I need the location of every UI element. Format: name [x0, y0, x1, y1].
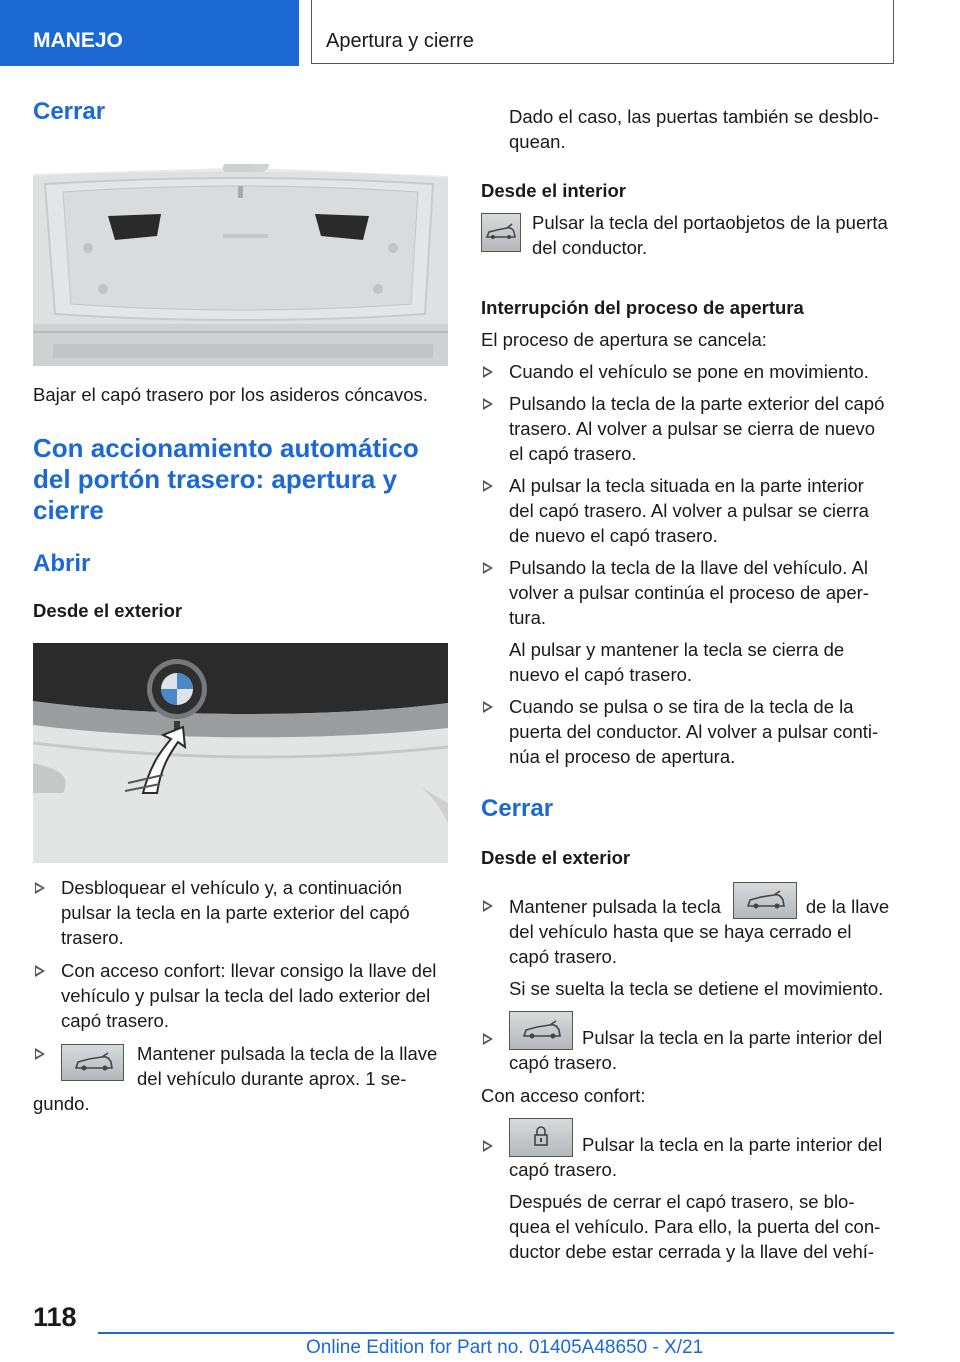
bullet-icon [483, 480, 493, 492]
exterior-heading: Desde el exterior [33, 600, 183, 621]
list-item [481, 882, 896, 1001]
bullet-icon [35, 965, 45, 977]
cerrar-heading: Cerrar [33, 98, 106, 125]
bullet-icon [483, 1033, 493, 1045]
car-trunk-icon [481, 213, 521, 252]
auto-heading-line: del portón trasero: apertura y [33, 464, 398, 494]
bullet-line: Después de cerrar el capó trasero, se blo- [509, 1191, 855, 1212]
bullet-line: trasero. [61, 927, 124, 948]
list-item [481, 555, 896, 687]
page-number: 118 [33, 1302, 77, 1332]
bullet-line: del capó trasero. Al volver a pulsar se cierra [509, 500, 869, 521]
car-trunk-icon [509, 1011, 573, 1050]
cerrar-caption: Bajar el capó trasero por los asideros cóncavos. [33, 384, 428, 405]
bullet-line: Al pulsar la tecla situada en la parte interior [509, 475, 864, 496]
list-item [481, 694, 896, 769]
bullet-line: Pulsando la tecla de la parte exterior del capó [509, 393, 885, 414]
bullet-line: vehículo y pulsar la tecla del lado exterior del [61, 985, 431, 1006]
bullet-icon [483, 900, 493, 912]
exterior-heading-2: Desde el exterior [481, 847, 631, 868]
bullet-line: ductor debe estar cerrada y la llave del vehí- [509, 1241, 875, 1262]
list-item [481, 1011, 896, 1075]
bullet-line: del vehículo hasta que se haya cerrado el [509, 921, 852, 942]
close-bullets [481, 882, 896, 1075]
bullet-line: Desbloquear el vehículo y, a continuación [61, 877, 403, 898]
text-line: quean. [509, 131, 566, 152]
interior-heading: Desde el interior [481, 180, 626, 201]
left-column [33, 98, 448, 1116]
section-label: MANEJO [33, 29, 123, 52]
bullet-line: Mantener pulsada la tecla [509, 896, 721, 917]
bullet-line: de la llave [805, 896, 890, 917]
bullet-line: Pulsar la tecla en la parte interior del [582, 1027, 883, 1048]
bullet-line: de nuevo el capó trasero. [509, 525, 718, 546]
bullet-line: puerta del conductor. Al volver a pulsar conti- [509, 721, 879, 742]
open-bullets [33, 875, 448, 1116]
bullet-line: Si se suelta la tecla se detiene el movimiento. [509, 978, 884, 999]
chapter-label: Apertura y cierre [326, 30, 474, 52]
bullet-line: trasero. Al volver a pulsar se cierra de nuevo [509, 418, 876, 439]
bullet-icon [35, 1048, 45, 1060]
bullet-icon [483, 562, 493, 574]
section-tab [0, 0, 299, 66]
bullet-icon [483, 1140, 493, 1152]
bullet-line: capó trasero. [61, 1010, 169, 1031]
bullet-line: volver a pulsar continúa el proceso de aper- [509, 582, 869, 603]
bullet-line: capó trasero. [509, 1159, 617, 1180]
bullet-icon [483, 366, 493, 378]
bullet-line: tura. [509, 607, 547, 628]
list-item [33, 875, 448, 950]
text-line: Dado el caso, las puertas también se desblo- [509, 106, 880, 127]
edition-footer: Online Edition for Part no. 01405A48650 - X/21 [306, 1337, 704, 1358]
list-item [481, 1118, 896, 1264]
bullet-line: capó trasero. [509, 946, 617, 967]
trunk-interior-image [33, 164, 448, 366]
bullet-line: Pulsar la tecla en la parte interior del [582, 1134, 883, 1155]
abrir-heading: Abrir [33, 550, 91, 577]
auto-heading-line: Con accionamiento automático [33, 433, 419, 463]
list-item [33, 1041, 448, 1116]
bullet-line: gundo. [33, 1093, 90, 1114]
right-column [481, 104, 896, 1264]
interrupt-heading: Interrupción del proceso de apertura [481, 297, 804, 318]
bullet-line: pulsar la tecla en la parte exterior del capó [61, 902, 410, 923]
cerrar-heading-2: Cerrar [481, 795, 554, 822]
bullet-line: Cuando se pulsa o se tira de la tecla de la [509, 696, 854, 717]
list-item [481, 391, 896, 466]
list-item [481, 473, 896, 548]
bullet-line: Pulsando la tecla de la llave del vehículo. Al [509, 557, 868, 578]
interrupt-intro: El proceso de apertura se cancela: [481, 329, 767, 350]
lock-icon [509, 1118, 573, 1157]
interior-row [481, 210, 896, 260]
bullet-icon [483, 701, 493, 713]
bullet-line: capó trasero. [509, 1052, 617, 1073]
chapter-tab [311, 0, 894, 64]
confort-label: Con acceso confort: [481, 1085, 646, 1106]
auto-heading-line: cierre [33, 495, 104, 525]
bullet-line: núa el proceso de apertura. [509, 746, 736, 767]
bullet-line: del vehículo durante aprox. 1 se- [137, 1068, 407, 1089]
tailgate-button-illustration [33, 643, 448, 863]
intro-text [481, 104, 896, 154]
list-item [33, 958, 448, 1033]
bullet-line: Con acceso confort: llevar consigo la llave del [61, 960, 437, 981]
interrupt-bullets [481, 359, 896, 769]
tailgate-image [33, 643, 448, 863]
bullet-line: nuevo el capó trasero. [509, 664, 693, 685]
auto-heading [33, 433, 448, 526]
trunk-interior-illustration [33, 164, 448, 366]
text-line: del conductor. [532, 237, 648, 258]
bullet-line: Cuando el vehículo se pone en movimiento. [509, 361, 869, 382]
car-trunk-icon [61, 1044, 124, 1081]
bullet-line: el capó trasero. [509, 443, 637, 464]
text-line: Pulsar la tecla del portaobjetos de la puerta [532, 212, 888, 233]
bullet-line: Mantener pulsada la tecla de la llave [137, 1043, 438, 1064]
car-trunk-icon [733, 882, 797, 919]
footer-divider [98, 1332, 894, 1334]
bullet-line: Al pulsar y mantener la tecla se cierra de [509, 639, 845, 660]
bullet-line: quea el vehículo. Para ello, la puerta del con- [509, 1216, 881, 1237]
bullet-icon [35, 882, 45, 894]
bullet-icon [483, 398, 493, 410]
list-item [481, 359, 896, 384]
